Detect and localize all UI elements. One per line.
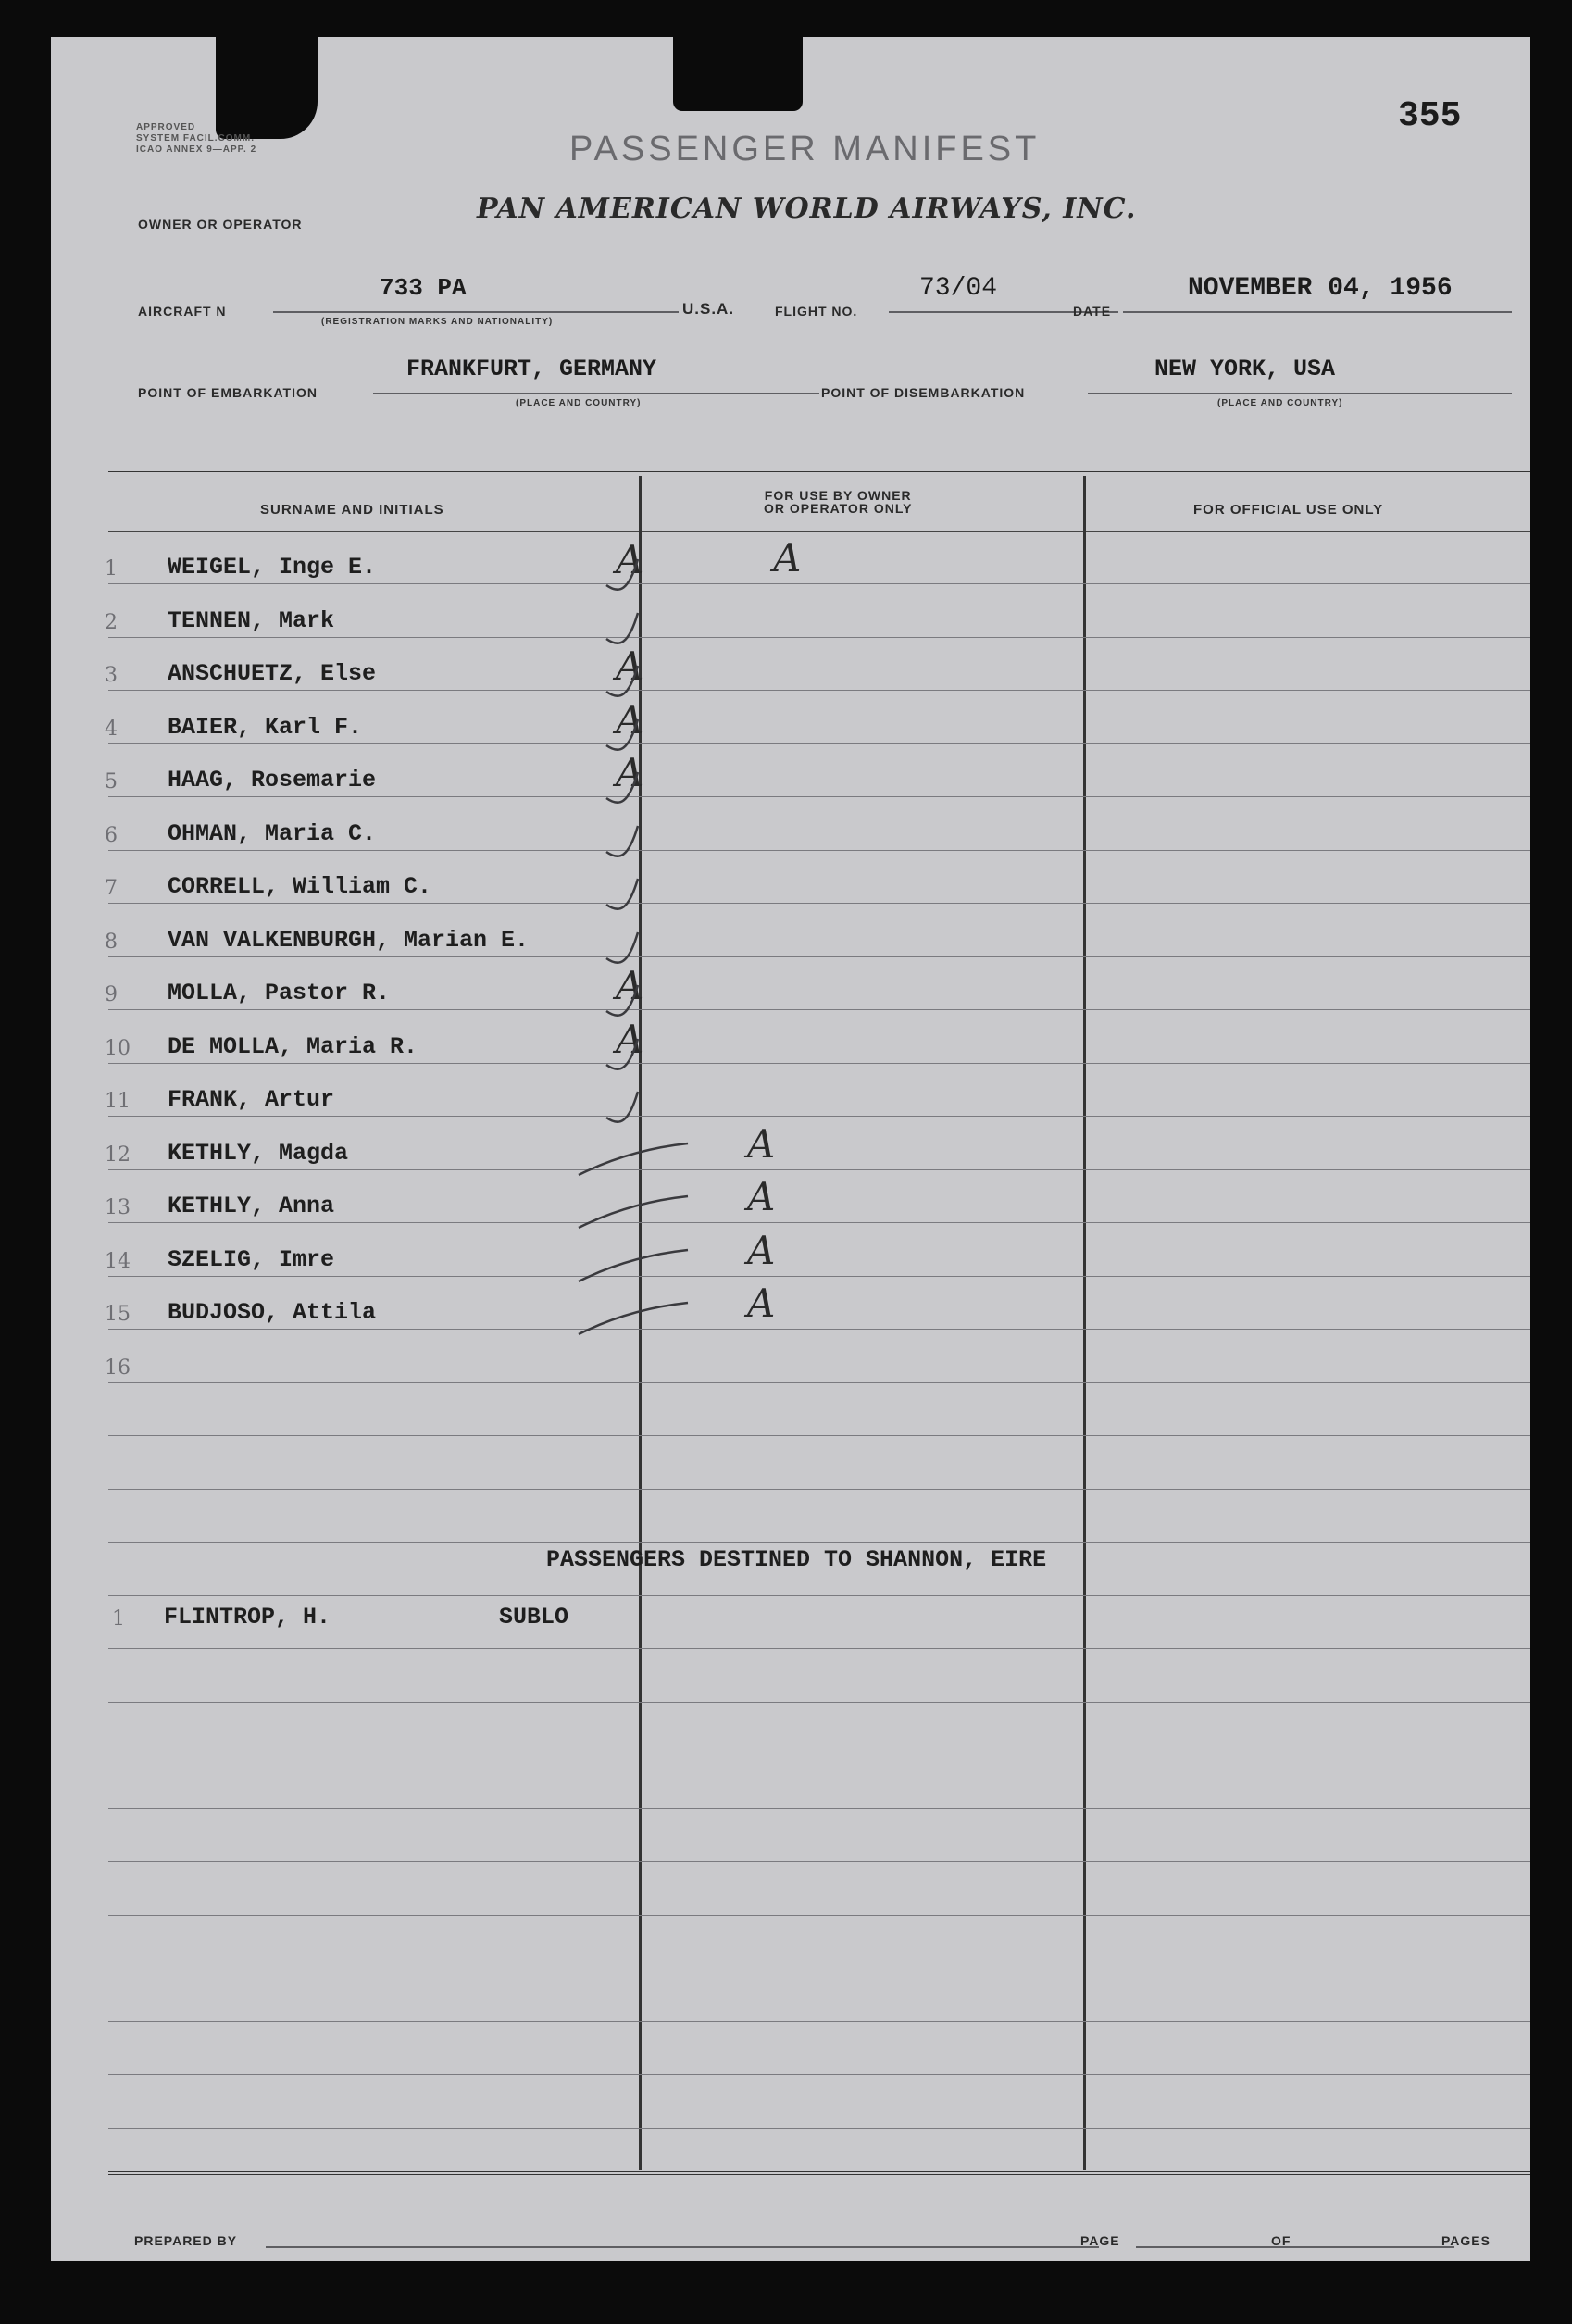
row-number: 8 — [105, 931, 118, 954]
column-header-names: SURNAME AND INITIALS — [260, 502, 444, 518]
row-number: 5 — [105, 770, 118, 793]
operator-mark: A — [747, 1281, 776, 1326]
row-number: 11 — [105, 1090, 131, 1113]
passenger-name: VAN VALKENBURGH, Marian E. — [168, 927, 530, 954]
disembarkation-caption: (PLACE AND COUNTRY) — [1217, 398, 1343, 408]
row-number: 16 — [105, 1356, 131, 1380]
row-number: 6 — [105, 824, 118, 847]
passenger-name: HAAG, Rosemarie — [168, 767, 377, 793]
country-label: U.S.A. — [682, 300, 735, 318]
operator-mark: A — [773, 535, 802, 581]
date-value: NOVEMBER 04, 1956 — [1188, 274, 1453, 303]
flight-label: FLIGHT NO. — [775, 304, 858, 319]
row-number: 1 — [105, 557, 118, 581]
passenger-name: BAIER, Karl F. — [168, 714, 363, 741]
flight-value: 73/04 — [919, 274, 998, 303]
operator-mark: A — [747, 1228, 776, 1273]
row-number: 9 — [105, 983, 118, 1006]
passenger-name: KETHLY, Anna — [168, 1193, 335, 1219]
stamp-line: SYSTEM FACIL.COMM. — [136, 133, 255, 144]
owner-label: OWNER OR OPERATOR — [138, 217, 303, 231]
embarkation-value: FRANKFURT, GERMANY — [406, 356, 657, 382]
passenger-note: SUBLO — [499, 1604, 569, 1631]
pencil-tick — [606, 1039, 638, 1069]
row-number: 1 — [112, 1607, 125, 1631]
passenger-name: FLINTROP, H. — [164, 1604, 331, 1631]
column-header-official: FOR OFFICIAL USE ONLY — [1193, 502, 1384, 518]
row-number: 12 — [105, 1143, 131, 1167]
pencil-tick — [606, 932, 638, 963]
check-mark: A — [616, 537, 644, 582]
passenger-name: DE MOLLA, Maria R. — [168, 1033, 418, 1060]
row-number: 10 — [105, 1037, 131, 1060]
pencil-tick — [606, 559, 638, 590]
row-number: 15 — [105, 1303, 131, 1326]
disembarkation-value: NEW YORK, USA — [1154, 356, 1336, 382]
passenger-name: KETHLY, Magda — [168, 1140, 349, 1167]
disembarkation-label: POINT OF DISEMBARKATION — [821, 385, 1026, 400]
check-mark: A — [616, 963, 644, 1008]
embarkation-label: POINT OF EMBARKATION — [138, 385, 318, 400]
aircraft-value: 733 PA — [380, 274, 467, 302]
form-title: PASSENGER MANIFEST — [569, 130, 1041, 169]
passenger-name: BUDJOSO, Attila — [168, 1299, 377, 1326]
aircraft-label: AIRCRAFT N — [138, 304, 227, 319]
stamp-line: APPROVED — [136, 122, 196, 132]
pencil-tick — [579, 1196, 688, 1228]
date-label: DATE — [1073, 304, 1112, 319]
check-mark: A — [616, 750, 644, 795]
page-label: PAGE — [1080, 2233, 1120, 2248]
page-number: 355 — [1398, 96, 1462, 136]
row-number: 4 — [105, 718, 118, 741]
pencil-tick — [606, 719, 638, 750]
prepared-by-label: PREPARED BY — [134, 2233, 238, 2248]
shannon-heading: PASSENGERS DESTINED TO SHANNON, EIRE — [546, 1546, 1047, 1573]
pencil-tick — [606, 772, 638, 803]
manifest-sheet — [51, 37, 1530, 2261]
pencil-tick — [606, 985, 638, 1016]
row-number: 3 — [105, 664, 118, 687]
owner-header-line-2: OR OPERATOR ONLY — [764, 501, 913, 516]
passenger-name: WEIGEL, Inge E. — [168, 554, 377, 581]
pencil-tick — [606, 826, 638, 856]
aircraft-caption: (REGISTRATION MARKS AND NATIONALITY) — [321, 317, 554, 327]
check-mark: A — [616, 1017, 644, 1062]
embarkation-caption: (PLACE AND COUNTRY) — [516, 398, 642, 408]
check-mark: A — [616, 643, 644, 689]
owner-header-line-1: FOR USE BY OWNER — [764, 488, 912, 503]
of-label: OF — [1271, 2233, 1291, 2248]
passenger-name: MOLLA, Pastor R. — [168, 980, 391, 1006]
passenger-name: TENNEN, Mark — [168, 607, 335, 634]
row-number: 7 — [105, 877, 118, 900]
operator-mark: A — [747, 1174, 776, 1219]
pencil-tick — [606, 666, 638, 696]
operator-mark: A — [747, 1121, 776, 1167]
pages-label: PAGES — [1441, 2233, 1491, 2248]
pencil-tick — [579, 1143, 688, 1175]
pencil-tick — [606, 1092, 638, 1122]
passenger-name: ANSCHUETZ, Else — [168, 660, 377, 687]
pencil-tick — [606, 613, 638, 643]
row-number: 2 — [105, 611, 118, 634]
row-number: 13 — [105, 1196, 131, 1219]
check-mark: A — [616, 697, 644, 743]
check-strokes — [51, 37, 1530, 2261]
passenger-name: FRANK, Artur — [168, 1086, 335, 1113]
passenger-name: OHMAN, Maria C. — [168, 820, 377, 847]
pencil-tick — [606, 879, 638, 909]
passenger-name: CORRELL, William C. — [168, 873, 432, 900]
pencil-tick — [579, 1250, 688, 1281]
pencil-tick — [579, 1303, 688, 1334]
stamp-line: ICAO ANNEX 9—APP. 2 — [136, 144, 257, 155]
operator-name: PAN AMERICAN WORLD AIRWAYS, INC. — [477, 193, 1137, 225]
row-number: 14 — [105, 1250, 131, 1273]
passenger-name: SZELIG, Imre — [168, 1246, 335, 1273]
